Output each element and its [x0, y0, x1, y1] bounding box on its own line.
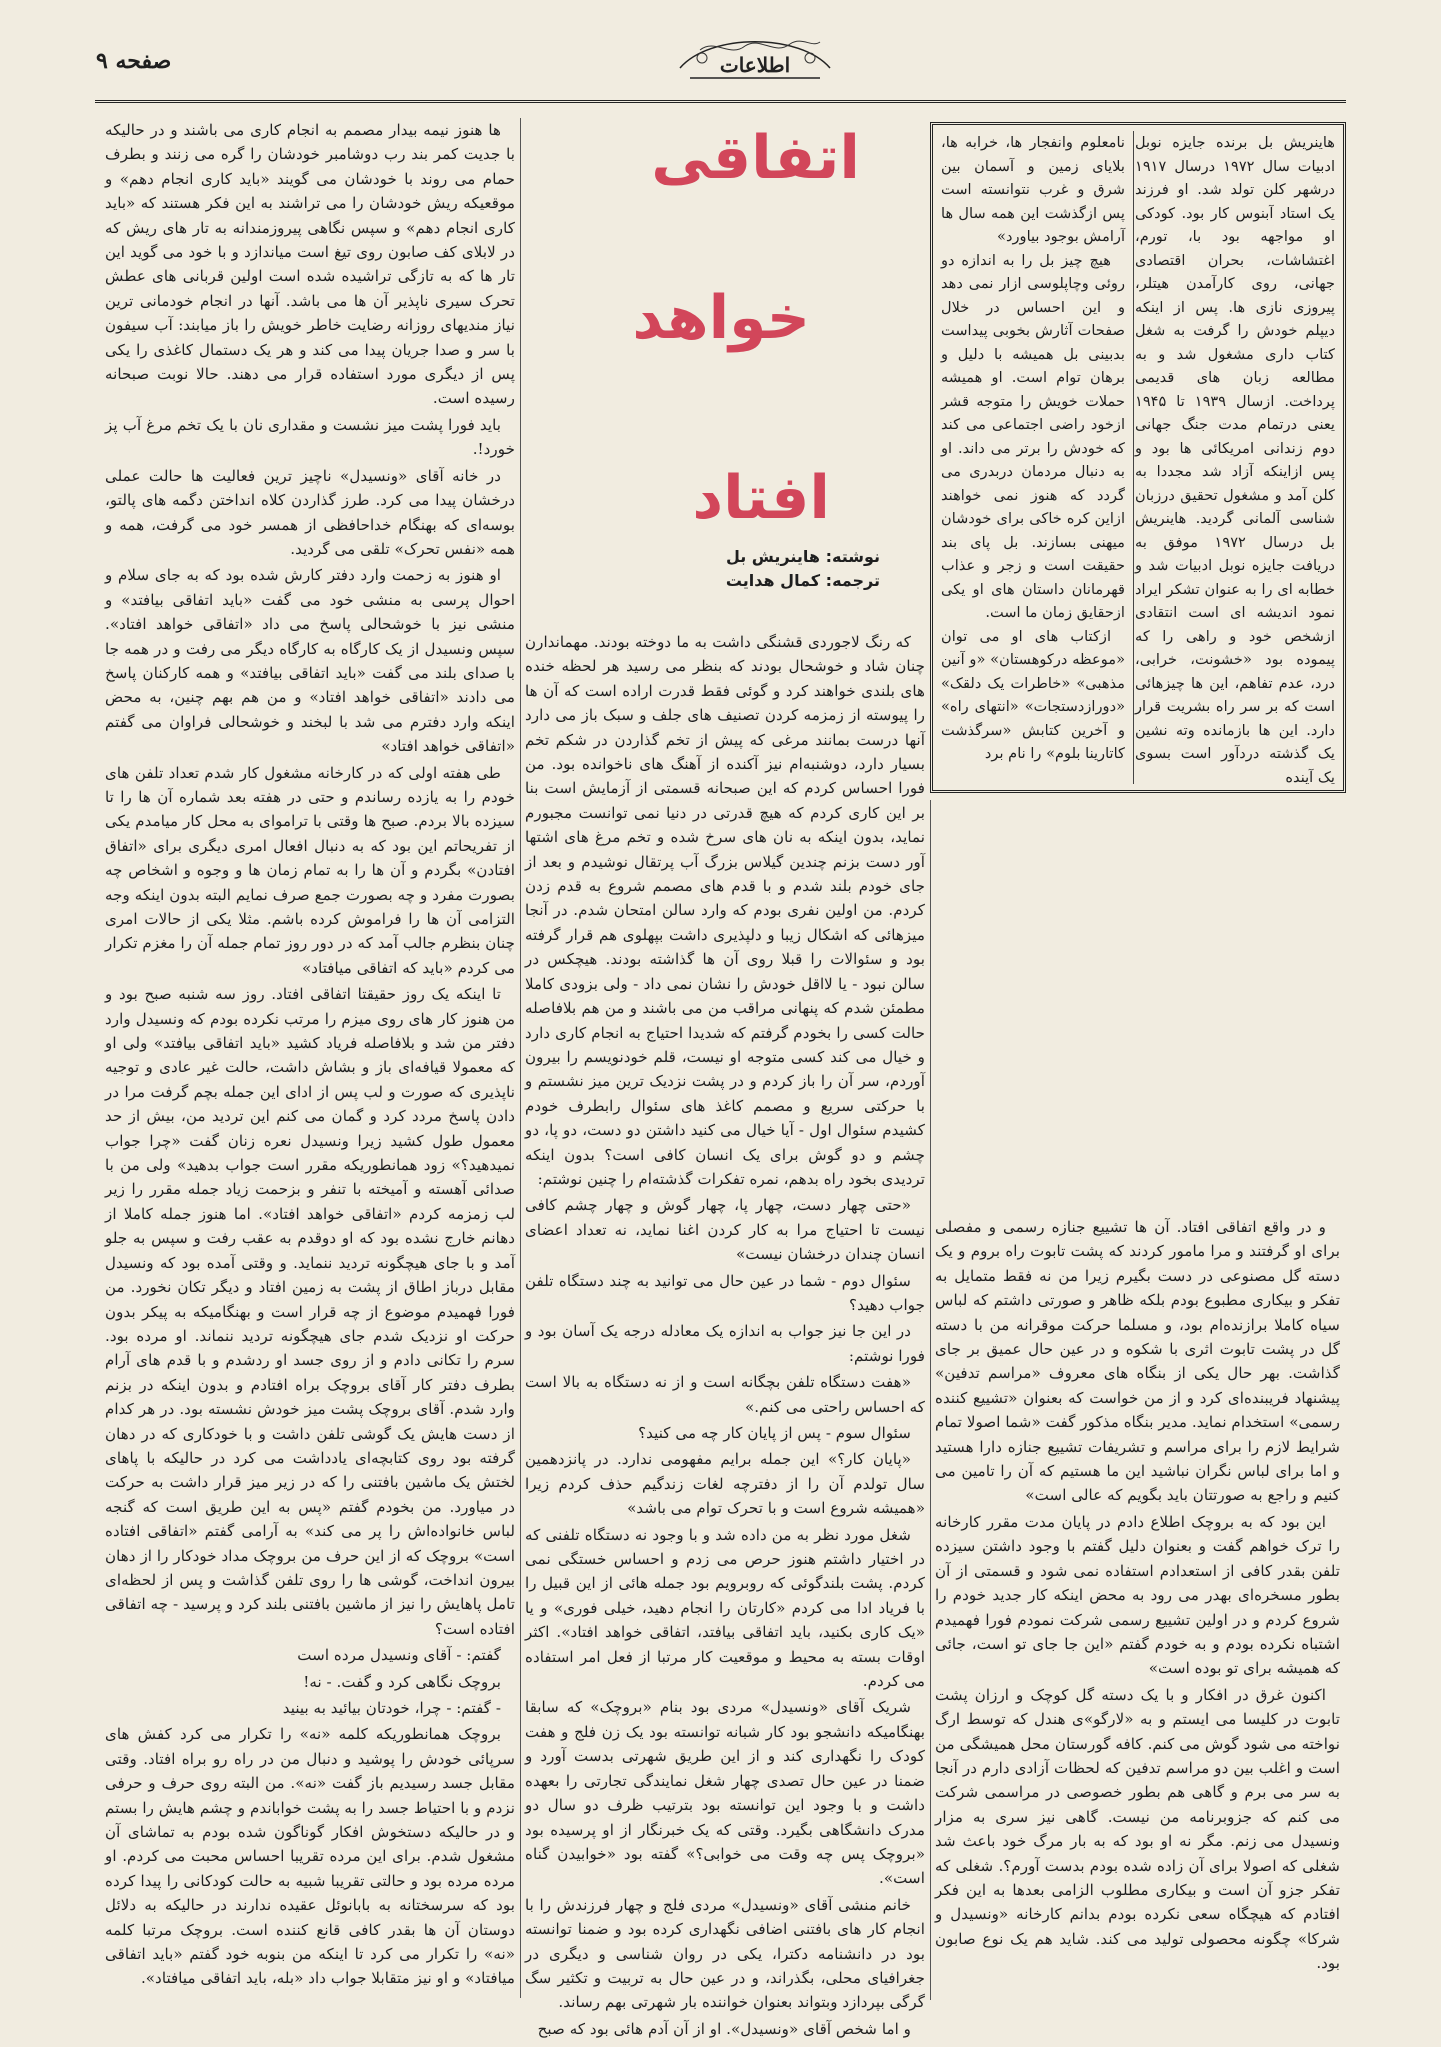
story-paragraph: «حتی چهار دست، چهار پا، چهار گوش و چهار چشم کافی نیست تا احتیاج مرا به کار کردن اغنا نماید، نه تعداد اعضای انسان چندان درخشان نیست»: [525, 1196, 925, 1264]
story-paragraph: و اما شخص آقای «ونسیدل». او از آن آدم هائی بود که صبح: [537, 2019, 911, 2038]
headline-line-1: اتفاقی: [651, 123, 860, 193]
story-paragraph: «پایان کار؟» این جمله برایم مفهومی ندارد. در پانزدهمین سال تولدم آن را از دفترچه لغات زندگیم حذف کردم زیرا «همیشه شروع است و با تحرک توام می باشد»: [525, 1450, 925, 1518]
story-paragraph: سئوال دوم - شما در عین حال می توانید به چند دستگاه تلفن جواب دهید؟: [525, 1271, 925, 1314]
story-column-middle: [525, 630, 925, 2038]
story-paragraph: که رنگ لاجوردی قشنگی داشت به ما دوخته بودند. مهماندارن چنان شاد و خوشحال بودند که بنظر می رسید هر لحظه خنده های بلندی خواهند کرد و گوئی فقط قدرت اراده است که آن ها را پیوسته از زمزمه کردن تصنیف های جلف و سبک باز می دارد آنها درست بمانند مرغی که پیش از تخم گذاردن در شکم تخم بسیار دارد، دوشنبه‌ام نیز آکنده از آهنگ های ناخوانده بود. من فورا احساس کردم که این صبحانه قسمتی از آزمایش است بنا بر این کاری کردم که هیچ قدرتی در دنیا نمی توانست مجبورم نماید، بدون اینکه به نان های سرخ شده و تخم مرغ های اشتها آور دست بزنم چندین گیلاس بزرگ آب پرتقال نوشیدم و بعد از جای خودم بلند شدم و با قدم های مصمم شروع به قدم زدن کردم. من اولین نفری بودم که وارد سالن امتحان شدم. در آنجا میزهائی که اشکال زیبا و دلپذیری داشت بپهلوی هم قرار گرفته بود و سئوالات را قبلا روی آن ها گذاشته بودند. هیچکس در سالن نبود - یا لااقل خودش را نشان نمی داد - ولی بزودی کاملا مطمئن شدم که پنهانی مراقب من می باشند و من هم بلافاصله حالت کسی را بخودم گرفتم که شدیدا احتیاج به انجام کاری دارد و خیال می کند کسی متوجه او نیست، قلم خودنویسم را بیرون آوردم، سر آن را باز کردم و در پشت نزدیک ترین میز نشستم و با حرکتی سریع و مصمم کاغذ های سئوال رابطرف خودم کشیدم سئوال اول - آیا خیال می کنید داشتن دو دست، دو پا، دو چشم و دو گوش برای یک انسان کافی است؟ بدون اینکه تردیدی بخود راه بدهم، نمره تفکرات گذشته‌ام را چنین نوشتم:: [525, 633, 925, 1188]
headline-line-3: افتاد: [692, 463, 830, 533]
byline: [560, 545, 880, 593]
story-paragraph: «هفت دستگاه تلفن بچگانه است و از نه دستگاه به بالا است که احساس راحتی می کنم.»: [525, 1373, 925, 1416]
story-column-right: [935, 1215, 1340, 2000]
bio-paragraph: نامعلوم وانفجار ها، خرابه ها، بلایای زمین و آسمان بین شرق و غرب نتوانسته است پس ازگذشت این همه سال ها آرامش بوجود بیاورد»: [941, 134, 1125, 245]
story-paragraph: او هنوز به زحمت وارد دفتر کارش شده بود که به جای سلام و احوال پرسی به منشی خود می گفت «باید اتفاقی بیافتد» و منشی نیز با خوشحالی پاسخ می داد «اتفاقی خواهد افتاد». سپس ونسیدل از یک کارگاه به کارگاه دیگر می رفت و در همه جا با صدای بلند می گفت «باید اتفاقی بیافتد» و همه کارکنان پاسخ می دادند «اتفاقی خواهد افتاد» و من هم بهم چنین، به محض اینکه وارد دفترم می شد با لبخند و خوشحالی فراوان می گفتم «اتفاقی خواهد افتاد»: [105, 566, 515, 756]
story-paragraph: این بود که به بروچک اطلاع دادم در پایان مدت مقرر کارخانه را ترک خواهم گفت و بعنوان دلیل گفتم با وجود داشتن سیزده تلفن بقدر کافی از استعدادم استفاده نمی شود و قسمتی از آن بطور مسخره‌ای بهدر می رود به محض اینکه کار جدید خودم را شروع کردم و در اولین تشییع رسمی شرکت نمودم فورا فهمیدم اشتباه نکرده بودم و به خودم گفتم «این جا جای تو است، جائی که همیشه برای تو بوده است»: [935, 1512, 1340, 1678]
story-paragraph: و در واقع اتفاقی افتاد. آن ها تشییع جنازه رسمی و مفصلی برای او گرفتند و مرا مامور کردند که پشت تابوت راه بروم و یک دسته گل مصنوعی در دست بگیرم زیرا من نه فقط متمایل به تفکر و بیکاری مطبوع بودم بلکه ظاهر و صورتی داشتم که لباس سیاه کاملا برازنده‌ام بود، و مسلما حرکت موقرانه من با دسته گل در پشت تابوت اثری با شکوه و در عین حال عمیق بر جای گذاشت. بهر حال یکی از بنگاه های معروف «مراسم تدفین» پیشنهاد فریبنده‌ای کرد و از من خواست که بعنوان «تشییع کننده رسمی» استخدام نماید. مدیر بنگاه مذکور گفت «شما اصولا تمام شرایط لازم را برای مراسم و تشریفات تشییع جنازه دارا هستید و اما برای لباس نگران نباشید این ما هستیم که آن را تامین می کنیم و راجع به صورتتان باید بگویم که عالی است»: [935, 1218, 1340, 1505]
story-paragraph: طی هفته اولی که در کارخانه مشغول کار شدم تعداد تلفن های خودم را به یازده رساندم و حتی در هفته بعد شماره آن ها را تا سیزده بالا بردم. صبح ها وقتی با ترامواى به محل کار میامدم یکی از تفریحاتم این بود که به دنبال افعال امری دیگری برای «اتفاق افتادن» بگردم و آن ها را به تمام زمان ها و وجوه و اشخاص چه بصورت مفرد و چه بصورت جمع صرف نمایم البته بدون اینکه وجه التزامی آن ها را فراموش کرده باشم. مثلا یکی از حالات امری چنان بنظرم جالب آمد که در دور روز تمام جمله آن را مغزم تکرار می کردم «باید که اتفاقی میافتاد»: [105, 763, 515, 977]
story-paragraph: شغل مورد نظر به من داده شد و با وجود نه دستگاه تلفنی که در اختیار داشتم هنوز حرص می زدم و احساس خستگی نمی کردم. پشت بلندگوئی که روبرویم بود جمله هائی از این قبیل را با فریاد ادا می کردم «کارتان را انجام دهید، خیلی فوری» و یا «یک کاری بکنید، باید اتفاقی بیافتد، اتفاقی خواهد افتاد». اکثر اوقات بسته به محیط و موقعیت کار مرتبا از فعل امر استفاده می کردم.: [525, 1525, 925, 1691]
story-paragraph: باید فورا پشت میز نشست و مقداری نان با یک تخم مرغ آب پز خورد!.: [105, 415, 515, 459]
bio-divider: [1133, 131, 1134, 784]
svg-text:اطلاعات: اطلاعات: [719, 53, 791, 77]
story-paragraph: اکنون غرق در افکار و با یک دسته گل کوچک و ارزان پشت تابوت در کلیسا می ایستم و به «لارگو»ی هندل که توسط ارگ نواخته می شود گوش می کنم. کافه گورستان محل همیشگی من است و اغلب بین دو مراسم تدفین که لحظات آزادی دارم در آنجا به سر می برم و گاهی هم بطور خصوصی در مراسمی شرکت می کنم که جزوبرنامه من نیست. گاهی نیز سری به مزار ونسیدل می زنم. مگر نه او بود که به بار مرگ خود باعث شد شغلی که اصولا برای آن زاده شده بودم بدست آورم؟. شغلی که تفکر جزو آن است و بیکاری مطلوب الزامی بعدها به این فکر افتادم که هیچگاه سعی نکرده بودم بدانم کارخانه «ونسیدل و شرکا» چگونه محصولی تولید می کند. شاید هم یک نوع صابون بود.: [935, 1685, 1340, 1973]
story-column-left: [105, 118, 515, 1998]
story-paragraph: گفتم: - آقای ونسیدل مرده است: [297, 1646, 501, 1665]
story-paragraph: در این جا نیز جواب به اندازه یک معادله درجه یک آسان بود و فورا نوشتم:: [525, 1322, 925, 1365]
story-paragraph: بروچک نگاهی کرد و گفت. - نه!: [303, 1672, 501, 1691]
story-paragraph: بروچک همانطوریکه کلمه «نه» را تکرار می کرد کفش های سرپائی خودش را پوشید و دنبال من در راه رو براه افتاد. وقتی مقابل جسد رسیدیم باز گفت «نه». من البته روی حرف و حرفی نزدم و با احتیاط جسد را به پشت خواباندم و چشم هایش را بستم و در حالیکه دستخوش افکار گوناگون شده بودم به تماشای آن مشغول شدم. برای این مرده تقریبا احساس محبت می کردم. او مرده مرده بود و حالتی تقریبا شبیه به حالت کودکانی را پیدا کرده بود که سرسختانه به بابانوئل عقیده ندارند در حالیکه به دلائل دوستان آن ها بقدر کافی قانع کننده است. بروچک مرتبا کلمه «نه» را تکرار می کرد تا اینکه من بنوبه خود گفتم «باید اتفاقی میافتاد» و او نیز متقابلا جواب داد «بله، باید اتفاقی میافتاد».: [105, 1725, 515, 1988]
story-paragraph: - گفتم: - چرا، خودتان بیائید به بینید: [282, 1699, 501, 1717]
author-bio-box: [930, 122, 1346, 793]
bio-column-left: [941, 131, 1125, 784]
story-paragraph: در خانه آقای «ونسیدل» ناچیز ترین فعالیت ها حالت عملی درخشان پیدا می کرد. طرز گذاردن کلاه انداختن دگمه های پالتو، بوسه‌ای که بهنگام خداحافظی از همسر خود می گرفت، همه و همه «نفس تحرک» تلقی می گردید.: [105, 466, 515, 558]
story-paragraph: ها هنوز نیمه بیدار مصمم به انجام کاری می باشند و در حالیکه با جدیت کمر بند رب دوشامبر خودشان را گره می زنند و بطرف حمام می روند با خودشان می گویند «باید کاری انجام دهم» و موقعیکه ریش خودشان را می تراشند به این فکر هستند که «باید کاری انجام دهم» و سپس نگاهی پیروزمندانه به تار های ریش که در لابلای کف صابون روی تیغ است میاندازد و با خود می گوید این تار ها که به تازگی تراشیده شده است اولین قربانی های عطش تحرک سیری ناپذیر آن ها می باشد. آنها در انجام خودمانی ترین نیاز مندیهای روزانه رضایت خاطر خویش را باز میابند: آب سیفون با سر و صدا جریان پیدا می کند و هر یک دستمال کاغذی را یکی پس از دیگری مورد استفاده قرار می دهند. حالا نوبت صبحانه رسیده است.: [105, 121, 515, 408]
bio-paragraph: هاینریش بل برنده جایزه نوبل ادبیات سال ۱۹۷۲ درسال ۱۹۱۷ درشهر کلن تولد شد. او فرزند یک استاد آبنوس کار بود. کودکی او مواجهه بود با، تورم، اغتشاشات، بحران اقتصادی جهانی، روی کارآمدن هیتلر، پیروزی نازی ها. پس از اینکه دیپلم خودش را گرفت به شغل کتاب داری مشغول شد و به مطالعه زبان های قدیمی پرداخت. ازسال ۱۹۳۹ تا ۱۹۴۵ یعنی درتمام مدت جنگ جهانی دوم زندانی امریکائی ها بود و پس ازاینکه آزاد شد مجددا به کلن آمد و مشغول تحقیق درزبان شناسی آلمانی گردید. هاینریش بل درسال ۱۹۷۲ موفق به دریافت جایزه نوبل ادبیات شد و خطابه ای را به عنوان تشکر ایراد نمود اندیشه ای است انتقادی ازشخص خود و راهی را که پیموده بود «خشونت، خرابی، درد، عدم تفاهم، این ها چیزهائی است که بر سر راه بشریت قرار دارد. این ها بازمانده وته نشین یک گذشته دردآور است بسوی یک آینده: [1135, 134, 1335, 786]
headline-line-2: خواهد: [632, 283, 810, 353]
story-paragraph: شریک آقای «ونسیدل» مردی بود بنام «بروچک» که سابقا بهنگامیکه دانشجو بود کار شبانه توانسته بود یک زن فلج و هفت کودک را نگهداری کند و از این طریق شهرتی بدست آورد و ضمنا در عین حال تصدی چهار شغل نمایندگی تجارتی را بعهده داشت و با وجود این توانسته بود بترتیب ظرف دو سال دو مدرک دانشگاهی بگیرد. وقتی که یک خبرنگار از او پرسیده بود «بروچک پس چه وقت می خوابی؟» گفته بود «خوابیدن گناه است».: [525, 1698, 925, 1888]
column-divider: [520, 118, 521, 1998]
story-paragraph: خانم منشی آقای «ونسیدل» مردی فلج و چهار فرزندش را با انجام کار های بافتنی اضافی نگهداری کرده بود و ضمنا توانسته بود در دانشنامه دکترا، یکی در روان شناسی و دیگری در جغرافیای محلی، بگذراند، و در عین حال به تربیت و تکثیر سگ گرگی بپردازد وبتواند بعنوان خواننده بار شهرتی بهم رساند.: [525, 1895, 925, 2012]
header-rule: [95, 100, 1346, 103]
bio-paragraph: ازکتاب های او می توان «موعظه درکوهستان» «و آنین مذهبی» «خاطرات یک دلقک» «دورازدستجات» «انتهای راه» و آخرین کتابش «سرگذشت کاتارینا بلوم» را نام برد: [941, 627, 1125, 762]
translator-credit: ترجمه: کمال هدایت: [725, 571, 880, 590]
page-header: [30, 28, 1411, 98]
story-paragraph: تا اینکه یک روز حقیقتا اتفاقی افتاد. روز سه شنبه صبح بود و من هنوز کار های روی میزم را مرتب نکرده بودم که ونسیدل وارد دفتر من شد و بلافاصله فریاد کشید «باید اتفاقی بیافتد» ولی او که معمولا قیافه‌ای باز و بشاش داشت، حالت غیر عادی و توجیه ناپذیری که صورت و لب پس از ادای این جمله بچم گرفت مرا در دادن پاسخ مردد کرد و گمان می کنم این تردید من، بیش از حد معمول طول کشید زیرا ونسیدل نعره زنان گفت «چرا جواب نمیدهید؟» زود همانطوریکه مقرر است جواب بدهید» ولی من با صدائی آهسته و آمیخته با تنفر و بزحمت زیاد جمله مقرر را زیر لب زمزمه کردم «اتفاقی خواهد افتاد». اما هنوز جمله کاملا از دهانم خارج نشده بود که او دوقدم به عقب رفت و سپس به جلو آمد و با جای هیچگونه تردید ننماید. و وقتی آمده بود که ونسیدل مقابل درباز اطاق از پشت به زمین افتاد و دیگر تکان نخورد. من فورا فهمیدم موضوع از چه قرار است و بهنگامیکه به پیکر بدون حرکت او نزدیک شدم جای هیچگونه تردید ننماند. او مرده بود. سرم را تکانی دادم و از روی جسد او ردشدم و با قدم های آرام بطرف دفتر کار آقای بروچک براه افتادم و بدون اینکه در بزنم وارد شدم. آقای بروچک پشت میز خودش نشسته بود. در هر کدام از دست هایش یک گوشی تلفن داشت و با خودکاری که در دهان گرفته بود روی کتابچه‌ای یادداشت می کرد در حالیکه با پاهای لختش یک ماشین بافتنی را که در زیر میز قرار داشت به حرکت در میاورد. من بخودم گفتم «پس به این طریق است که گنجه لباس خانواده‌اش را پر می کند» به آرامی گفتم «اتفاقی افتاده است» بروچک که از این حرف من بروچک مداد خودکار را از دهان بیرون انداخت، گوشی ها را روی تلفن گذاشت و پس از لحظه‌ای تامل پاهایش را نیز از ماشین بافتنی بلند کرد و پرسید - چه اتفاقی افتاده است؟: [105, 985, 515, 1638]
page-number: صفحه ۹: [96, 48, 172, 74]
masthead-logo-icon: [670, 28, 840, 98]
column-divider: [930, 800, 931, 2000]
author-credit: نوشته: هاینریش بل: [725, 547, 880, 566]
bio-paragraph: هیچ چیز بل را به اندازه دو روئی وچاپلوسی ازار نمی دهد و این احساس در خلال صفحات آثارش بخوبی پیداست بدبینی بل همیشه با دلیل و برهان توام است. او همیشه حملات خویش را متوجه قشر ازخود راضی اجتماعی می کند که خودش را برتر می داند. او به دنبال مردمان دربدری می گردد که هنوز نمی خواهند ازاین کره خاکی برای خودشان میهنی بسازند. بل پای بند حقیقت است و زجر و عذاب قهرمانان داستان های او یکی ازحقایق زمان ما است.: [941, 251, 1125, 621]
bio-column-right: [1135, 131, 1335, 784]
story-headline: [560, 118, 900, 548]
story-paragraph: سئوال سوم - پس از پایان کار چه می کنید؟: [638, 1424, 911, 1442]
